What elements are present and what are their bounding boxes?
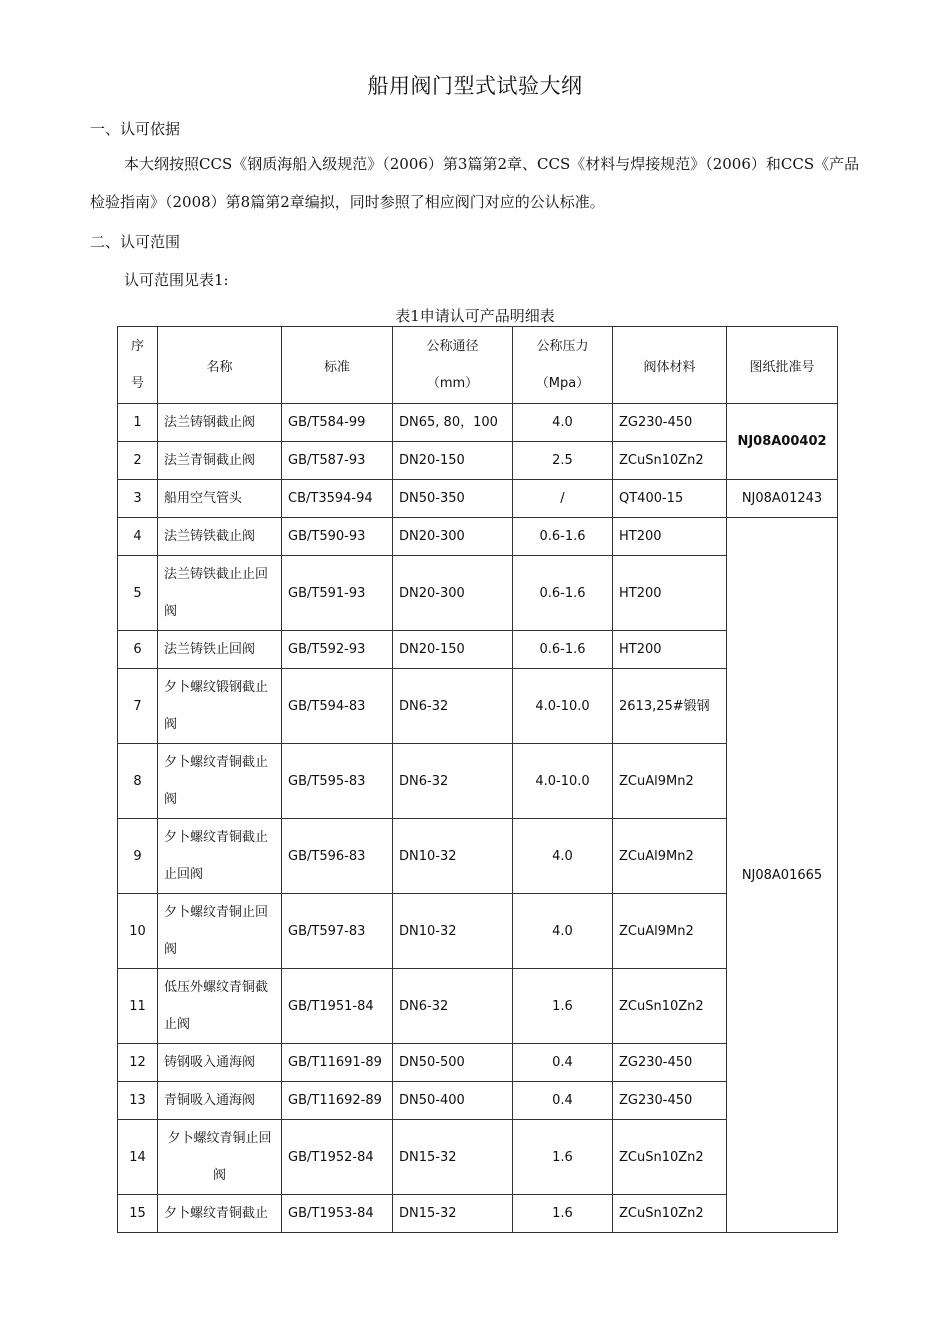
header-pn-line1: 公称压力 bbox=[536, 339, 589, 354]
row-pn: 4.0 bbox=[513, 894, 613, 969]
row-standard: GB/T587-93 bbox=[282, 442, 393, 480]
row-name: 法兰青铜截止阀 bbox=[158, 442, 282, 480]
row-name: 青铜吸入通海阀 bbox=[158, 1082, 282, 1120]
row-name: 夕卜螺纹青铜止回阀 bbox=[158, 894, 282, 969]
row-standard: GB/T591-93 bbox=[282, 556, 393, 631]
row-pn: 1.6 bbox=[513, 969, 613, 1044]
product-table bbox=[117, 326, 838, 1233]
row-material: ZG230-450 bbox=[613, 404, 727, 442]
row-no: 5 bbox=[118, 556, 158, 631]
header-no bbox=[118, 327, 158, 404]
section-1-heading: 一、认可依据 bbox=[90, 120, 181, 138]
row-no: 8 bbox=[118, 744, 158, 819]
row-name: 夕卜螺纹青铜截止 bbox=[158, 1195, 282, 1233]
table-row bbox=[118, 404, 838, 442]
row-pn: 1.6 bbox=[513, 1195, 613, 1233]
row-no: 15 bbox=[118, 1195, 158, 1233]
row-standard: GB/T590-93 bbox=[282, 518, 393, 556]
row-material: HT200 bbox=[613, 631, 727, 669]
header-material: 阀体材料 bbox=[613, 327, 727, 404]
row-name: 法兰铸钢截止阀 bbox=[158, 404, 282, 442]
row-standard: GB/T11691-89 bbox=[282, 1044, 393, 1082]
row-no: 2 bbox=[118, 442, 158, 480]
row-pn: 4.0 bbox=[513, 819, 613, 894]
row-pn: 0.6-1.6 bbox=[513, 518, 613, 556]
header-no-line1: 序 bbox=[130, 339, 144, 354]
row-name: 船用空气管头 bbox=[158, 480, 282, 518]
row-no: 14 bbox=[118, 1120, 158, 1195]
header-no-line2: 号 bbox=[130, 376, 144, 391]
row-material: HT200 bbox=[613, 556, 727, 631]
row-pn: / bbox=[513, 480, 613, 518]
row-dn: DN15-32 bbox=[393, 1120, 513, 1195]
row-material: ZCuSn10Zn2 bbox=[613, 1120, 727, 1195]
row-no: 10 bbox=[118, 894, 158, 969]
section-2-heading: 二、认可范围 bbox=[90, 233, 181, 251]
row-standard: CB/T3594-94 bbox=[282, 480, 393, 518]
row-dn: DN20-300 bbox=[393, 518, 513, 556]
row-pn: 0.4 bbox=[513, 1082, 613, 1120]
row-material: ZCuAl9Mn2 bbox=[613, 894, 727, 969]
row-no: 9 bbox=[118, 819, 158, 894]
row-dn: DN50-400 bbox=[393, 1082, 513, 1120]
row-dn: DN20-150 bbox=[393, 631, 513, 669]
table-row bbox=[118, 518, 838, 556]
row-material: QT400-15 bbox=[613, 480, 727, 518]
row-standard: GB/T594-83 bbox=[282, 669, 393, 744]
row-standard: GB/T1952-84 bbox=[282, 1120, 393, 1195]
row-name: 法兰铸铁截止阀 bbox=[158, 518, 282, 556]
row-no: 6 bbox=[118, 631, 158, 669]
row-dn: DN50-500 bbox=[393, 1044, 513, 1082]
row-name: 法兰铸铁截止止回阀 bbox=[158, 556, 282, 631]
row-pn: 0.6-1.6 bbox=[513, 631, 613, 669]
row-material: 2613,25#锻钢 bbox=[613, 669, 727, 744]
row-standard: GB/T595-83 bbox=[282, 744, 393, 819]
row-dn: DN10-32 bbox=[393, 894, 513, 969]
header-drawing: 图纸批准号 bbox=[727, 327, 838, 404]
header-pn-line2: （Mpa） bbox=[535, 376, 590, 391]
row-standard: GB/T592-93 bbox=[282, 631, 393, 669]
row-standard: GB/T596-83 bbox=[282, 819, 393, 894]
row-standard: GB/T584-99 bbox=[282, 404, 393, 442]
row-dn: DN15-32 bbox=[393, 1195, 513, 1233]
row-dn: DN20-300 bbox=[393, 556, 513, 631]
row-no: 3 bbox=[118, 480, 158, 518]
row-no: 12 bbox=[118, 1044, 158, 1082]
row-no: 11 bbox=[118, 969, 158, 1044]
row-drawing: NJ08A01665 bbox=[727, 518, 838, 1233]
header-pn bbox=[513, 327, 613, 404]
row-pn: 1.6 bbox=[513, 1120, 613, 1195]
row-material: ZCuAl9Mn2 bbox=[613, 744, 727, 819]
row-dn: DN6-32 bbox=[393, 969, 513, 1044]
table-caption: 表1申请认可产品明细表 bbox=[395, 307, 555, 325]
row-name: 夕卜螺纹锻钢截止阀 bbox=[158, 669, 282, 744]
row-no: 7 bbox=[118, 669, 158, 744]
row-standard: GB/T1953-84 bbox=[282, 1195, 393, 1233]
row-material: HT200 bbox=[613, 518, 727, 556]
row-pn: 0.6-1.6 bbox=[513, 556, 613, 631]
row-no: 1 bbox=[118, 404, 158, 442]
row-pn: 4.0-10.0 bbox=[513, 669, 613, 744]
row-standard: GB/T11692-89 bbox=[282, 1082, 393, 1120]
row-drawing: NJ08A01243 bbox=[727, 480, 838, 518]
row-dn: DN20-150 bbox=[393, 442, 513, 480]
row-pn: 2.5 bbox=[513, 442, 613, 480]
row-drawing: NJ08A00402 bbox=[727, 404, 838, 480]
row-material: ZCuAl9Mn2 bbox=[613, 819, 727, 894]
section-2-paragraph: 认可范围见表1: bbox=[124, 271, 229, 289]
header-standard: 标准 bbox=[282, 327, 393, 404]
row-material: ZCuSn10Zn2 bbox=[613, 442, 727, 480]
row-standard: GB/T597-83 bbox=[282, 894, 393, 969]
row-standard: GB/T1951-84 bbox=[282, 969, 393, 1044]
row-dn: DN50-350 bbox=[393, 480, 513, 518]
row-name: 铸钢吸入通海阀 bbox=[158, 1044, 282, 1082]
header-name: 名称 bbox=[158, 327, 282, 404]
row-material: ZCuSn10Zn2 bbox=[613, 1195, 727, 1233]
row-name: 夕卜螺纹青铜截止阀 bbox=[158, 744, 282, 819]
table-row bbox=[118, 480, 838, 518]
row-material: ZCuSn10Zn2 bbox=[613, 969, 727, 1044]
header-dn bbox=[393, 327, 513, 404]
row-dn: DN6-32 bbox=[393, 744, 513, 819]
row-material: ZG230-450 bbox=[613, 1044, 727, 1082]
document-title: 船用阀门型式试验大纲 bbox=[367, 74, 583, 98]
row-dn: DN10-32 bbox=[393, 819, 513, 894]
row-no: 13 bbox=[118, 1082, 158, 1120]
row-pn: 0.4 bbox=[513, 1044, 613, 1082]
row-no: 4 bbox=[118, 518, 158, 556]
row-pn: 4.0-10.0 bbox=[513, 744, 613, 819]
header-dn-line1: 公称通径 bbox=[426, 339, 479, 354]
section-1-paragraph: 本大纲按照CCS《钢质海船入级规范》（2006）第3篇第2章、CCS《材料与焊接规范》（2006）和CCS《产品检验指南》（2008）第8篇第2章编拟，同时参照了相应阀门对应的公认标准。 bbox=[90, 155, 860, 211]
row-name: 夕卜螺纹青铜截止止回阀 bbox=[158, 819, 282, 894]
row-pn: 4.0 bbox=[513, 404, 613, 442]
row-dn: DN6-32 bbox=[393, 669, 513, 744]
row-dn: DN65, 80，100 bbox=[393, 404, 513, 442]
row-material: ZG230-450 bbox=[613, 1082, 727, 1120]
row-name: 低压外螺纹青铜截止阀 bbox=[158, 969, 282, 1044]
table-header-row bbox=[118, 327, 838, 404]
row-name: 法兰铸铁止回阀 bbox=[158, 631, 282, 669]
row-name: 夕卜螺纹青铜止回阀 bbox=[158, 1120, 282, 1195]
header-dn-line2: （mm） bbox=[426, 376, 479, 391]
